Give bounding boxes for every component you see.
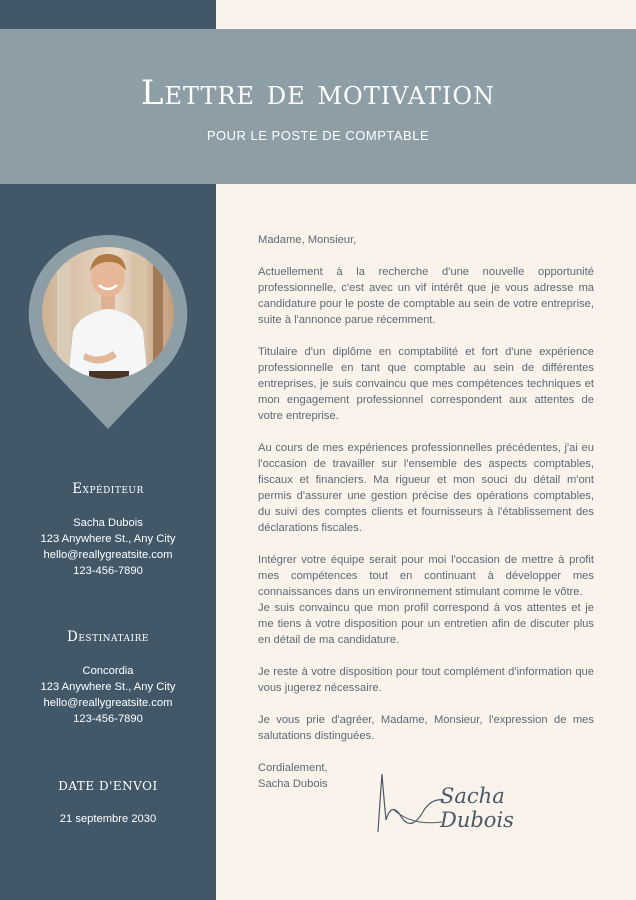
recipient-section	[0, 629, 216, 727]
date-section	[0, 779, 216, 827]
letter-paragraph: Je vous prie d'agréer, Madame, Monsieur, l'expression de mes salutations distinguées.	[258, 714, 594, 742]
page-subtitle: POUR LE POSTE DE COMPTABLE	[206, 128, 430, 143]
page-title: Lettre de motivation	[140, 73, 496, 113]
profile-photo	[27, 233, 189, 431]
sender-heading: Expéditeur	[72, 481, 144, 497]
letter-paragraph: Je suis convaincu que mon profil correspond à vos attentes et je me tiens à votre disposition pour un entretien afin de discuter plus en détail de ma candidature.	[258, 602, 594, 646]
sender-name: Sacha Dubois	[73, 517, 143, 529]
letter-paragraph: Intégrer votre équipe serait pour moi l'occasion de mettre à profit mes compétences tout en continuant à développer mes connaissances dans un environnement stimulant comme le vôtre.	[258, 554, 594, 598]
letter-paragraph: Au cours de mes expériences professionnelles précédentes, j'ai eu l'occasion de travailler sur l'ensemble des aspects comptables, fiscaux et financiers. Ma rigueur et mon souci du détail m'ont permis d'assurer une gestion précise des opérations comptables, du suivi des comptes clients et fournisseurs à l'établissement des déclarations fiscales.	[258, 442, 594, 534]
recipient-heading: Destinataire	[67, 629, 149, 645]
sender-section	[0, 481, 216, 579]
signature-text: Sacha Dubois	[440, 784, 514, 832]
date-heading: DATE D'ENVOI	[58, 779, 158, 793]
letter-paragraph: Titulaire d'un diplôme en comptabilité et fort d'une expérience professionnelle en tant que comptable au sein de différentes entreprises, je suis convaincu que mes compétences techniques et mon engagement professionnel correspondent aux attentes de votre entreprise.	[258, 346, 594, 422]
letter-paragraph: Je reste à votre disposition pour tout complément d'information que vous jugerez nécessaire.	[258, 666, 594, 694]
signature	[372, 770, 582, 840]
profile-photo-pin	[27, 233, 189, 431]
recipient-phone: 123-456-7890	[73, 713, 143, 725]
recipient-email: hello@reallygreatsite.com	[43, 697, 173, 709]
recipient-name: Concordia	[82, 665, 134, 677]
recipient-address: 123 Anywhere St., Any City	[40, 681, 176, 693]
letter-paragraph: Actuellement à la recherche d'une nouvelle opportunité professionnelle, c'est avec un vif intérêt que je vous adresse ma candidature pour le poste de comptable au sein de votre entreprise, suite à l'annonce parue récemment.	[258, 266, 594, 326]
letter-closing: Cordialement,	[258, 762, 328, 774]
sender-phone: 123-456-7890	[73, 565, 143, 577]
letter-closing-name: Sacha Dubois	[258, 778, 328, 790]
sender-address: 123 Anywhere St., Any City	[40, 533, 176, 545]
date-value: 21 septembre 2030	[59, 813, 157, 825]
sender-email: hello@reallygreatsite.com	[43, 549, 173, 561]
letter-salutation: Madame, Monsieur,	[258, 234, 357, 246]
header-banner	[0, 29, 636, 184]
letter-body	[258, 232, 594, 792]
